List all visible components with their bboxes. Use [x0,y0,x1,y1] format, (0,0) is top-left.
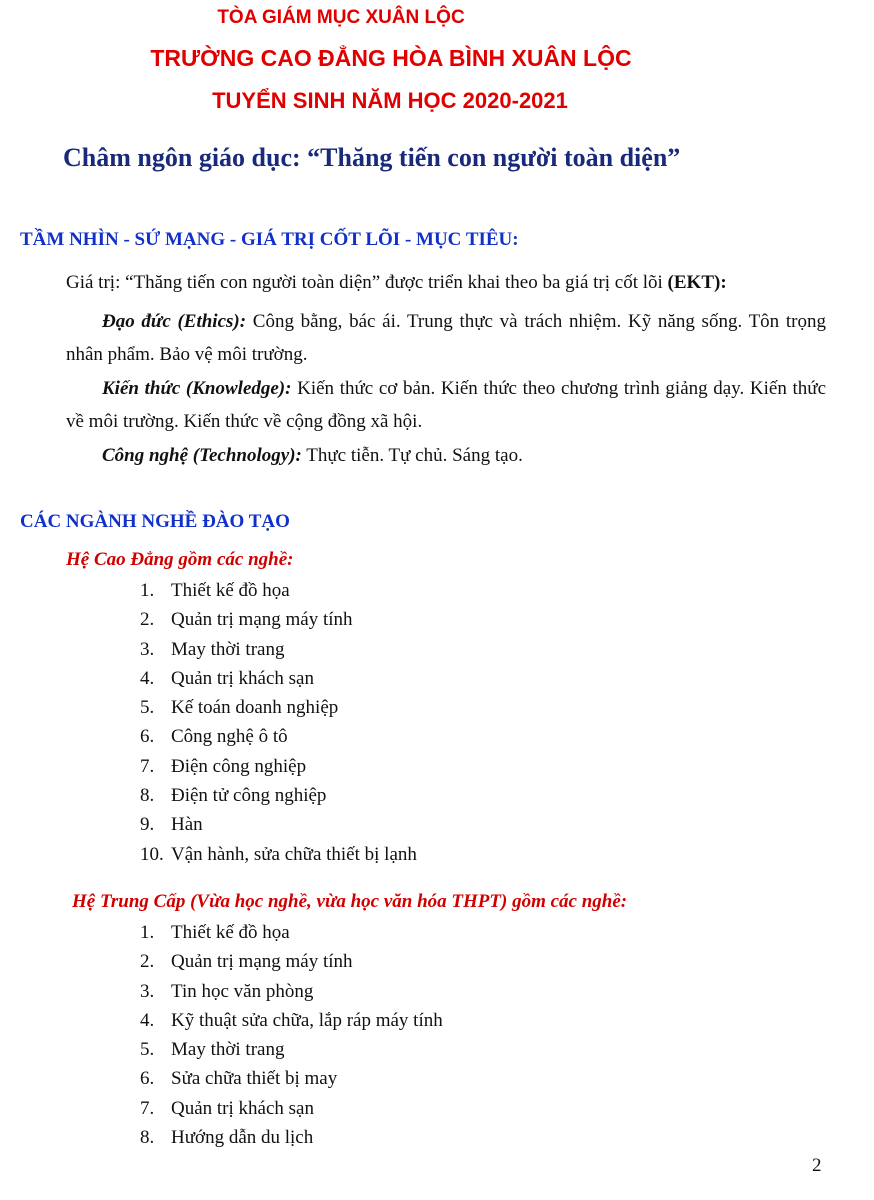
list-item-text: Quản trị khách sạn [171,1097,314,1119]
list-item-number: 6. [140,726,155,748]
list-item [140,752,417,781]
education-motto: Châm ngôn giáo dục: “Thăng tiến con người toàn diện” [63,143,681,172]
core-values-intro-text: Giá trị: “Thăng tiến con người toàn diện” được triển khai theo ba giá trị cốt lõi [66,272,668,293]
list-item [140,1064,443,1093]
list-item-number: 3. [140,638,155,660]
list-item-number: 4. [140,1009,155,1031]
value-knowledge [66,372,826,438]
list-item [140,947,443,976]
list-item-text: May thời trang [171,638,285,660]
value-ethics-label: Đạo đức (Ethics): [102,311,247,332]
list-item-number: 1. [140,922,155,943]
list-item-number: 3. [140,980,155,1002]
list-item-text: May thời trang [171,1039,285,1061]
list-item-number: 1. [140,580,155,601]
section-vision-mission-title: TẦM NHÌN - SỨ MẠNG - GIÁ TRỊ CỐT LÕI - MỤC TIÊU: [20,229,519,250]
value-ethics [66,305,826,371]
intermediate-programs-list [140,918,443,1152]
school-name: TRƯỜNG CAO ĐẲNG HÒA BÌNH XUÂN LỘC [150,45,632,71]
value-knowledge-text: Kiến thức cơ bản. Kiến thức theo chương trình giảng dạy. Kiến thức về môi trường. Kiến thức về cộng đồng xã hội. [66,378,827,432]
section-training-programs-title: CÁC NGÀNH NGHỀ ĐÀO TẠO [20,511,290,532]
core-values-intro [66,266,826,299]
list-item-text: Quản trị khách sạn [171,667,314,689]
list-item-text: Điện công nghiệp [171,755,307,777]
value-technology [66,439,826,472]
list-item-text: Vận hành, sửa chữa thiết bị lạnh [171,843,417,865]
list-item-number: 8. [140,1127,155,1149]
list-item-number: 10. [140,843,164,865]
list-item-text: Sửa chữa thiết bị may [171,1068,338,1090]
value-knowledge-label: Kiến thức (Knowledge): [102,378,292,399]
intermediate-programs-heading: Hệ Trung Cấp (Vừa học nghề, vừa học văn hóa THPT) gồm các nghề: [72,891,628,912]
list-item [140,605,417,634]
list-item-number: 9. [140,814,155,836]
list-item [140,722,417,751]
list-item [140,1035,443,1064]
list-item-number: 2. [140,609,155,631]
list-item-text: Thiết kế đồ họa [171,922,290,943]
list-item-number: 8. [140,785,155,807]
diocese-heading: TÒA GIÁM MỤC XUÂN LỘC [217,7,465,28]
list-item-text: Thiết kế đồ họa [171,580,290,601]
list-item-number: 7. [140,1097,155,1119]
list-item [140,1006,443,1035]
list-item-text: Quản trị mạng máy tính [171,609,353,631]
list-item-text: Kỹ thuật sửa chữa, lắp ráp máy tính [171,1009,443,1031]
list-item-number: 7. [140,755,155,777]
value-technology-label: Công nghệ (Technology): [102,445,302,466]
list-item [140,1094,443,1123]
list-item-text: Kế toán doanh nghiệp [171,697,339,719]
college-programs-heading: Hệ Cao Đẳng gồm các nghề: [66,549,294,570]
list-item [140,664,417,693]
list-item-number: 5. [140,1039,155,1061]
list-item [140,810,417,839]
list-item [140,1123,443,1152]
list-item-text: Công nghệ ô tô [171,726,288,748]
list-item-number: 6. [140,1068,155,1090]
college-programs-list [140,576,417,869]
list-item-text: Hàn [171,814,203,836]
value-technology-text: Thực tiễn. Tự chủ. Sáng tạo. [301,445,523,466]
list-item [140,635,417,664]
list-item-number: 2. [140,951,155,973]
list-item-number: 4. [140,667,155,689]
list-item-text: Hướng dẫn du lịch [171,1127,314,1149]
list-item [140,693,417,722]
list-item [140,918,443,947]
list-item-number: 5. [140,697,155,719]
list-item [140,576,417,605]
list-item-text: Tin học văn phòng [171,980,314,1002]
list-item-text: Quản trị mạng máy tính [171,951,353,973]
core-values-abbrev: (EKT): [667,272,727,293]
value-ethics-text: Công bằng, bác ái. Trung thực và trách nhiệm. Kỹ năng sống. Tôn trọng nhân phẩm. Bảo vệ môi trường. [66,311,826,365]
list-item-text: Điện tử công nghiệp [171,785,327,807]
page-number: 2 [812,1155,822,1176]
list-item [140,840,417,869]
list-item [140,781,417,810]
list-item [140,977,443,1006]
enrollment-year-title: TUYỂN SINH NĂM HỌC 2020-2021 [212,88,568,113]
